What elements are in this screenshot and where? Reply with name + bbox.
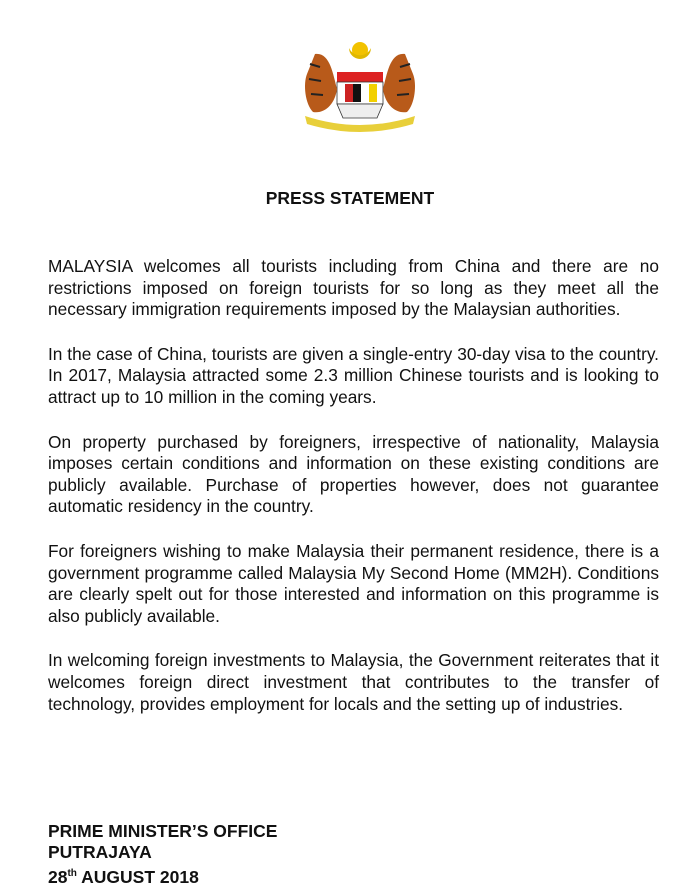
date-suffix: th <box>67 868 77 879</box>
statement-body <box>48 256 659 738</box>
paragraph: MALAYSIA welcomes all tourists including from China and there are no restrictions imposed on foreign tourists for so long as they meet all the necessary immigration requirements imposed by the Malaysian authorities. <box>48 256 659 320</box>
signature-block <box>48 821 277 888</box>
malaysia-coat-of-arms-logo <box>285 34 435 134</box>
date-month-year: AUGUST 2018 <box>76 867 199 887</box>
paragraph: For foreigners wishing to make Malaysia their permanent residence, there is a government programme called Malaysia My Second Home (MM2H). Conditions are clearly spelt out for those interested and information on this programme is also publicly available. <box>48 540 659 626</box>
page-title: PRESS STATEMENT <box>265 188 435 208</box>
paragraph: In welcoming foreign investments to Malaysia, the Government reiterates that it welcomes foreign direct investment that contributes to the transfer of technology, provides employment for locals and the setting up of industries. <box>48 650 659 714</box>
office-name: PRIME MINISTER’S OFFICE <box>48 821 278 841</box>
place-name: PUTRAJAYA <box>48 842 152 862</box>
paragraph: In the case of China, tourists are given a single-entry 30-day visa to the country. In 2017, Malaysia attracted some 2.3 million Chinese tourists and is looking to attract up to 10 million in the coming years. <box>48 343 659 407</box>
date-day: 28 <box>48 867 68 887</box>
paragraph: On property purchased by foreigners, irrespective of nationality, Malaysia imposes certain conditions and information on these existing conditions are publicly available. Purchase of properties however, does not guarantee automatic residency in the country. <box>48 431 659 517</box>
statement-date <box>48 863 277 888</box>
